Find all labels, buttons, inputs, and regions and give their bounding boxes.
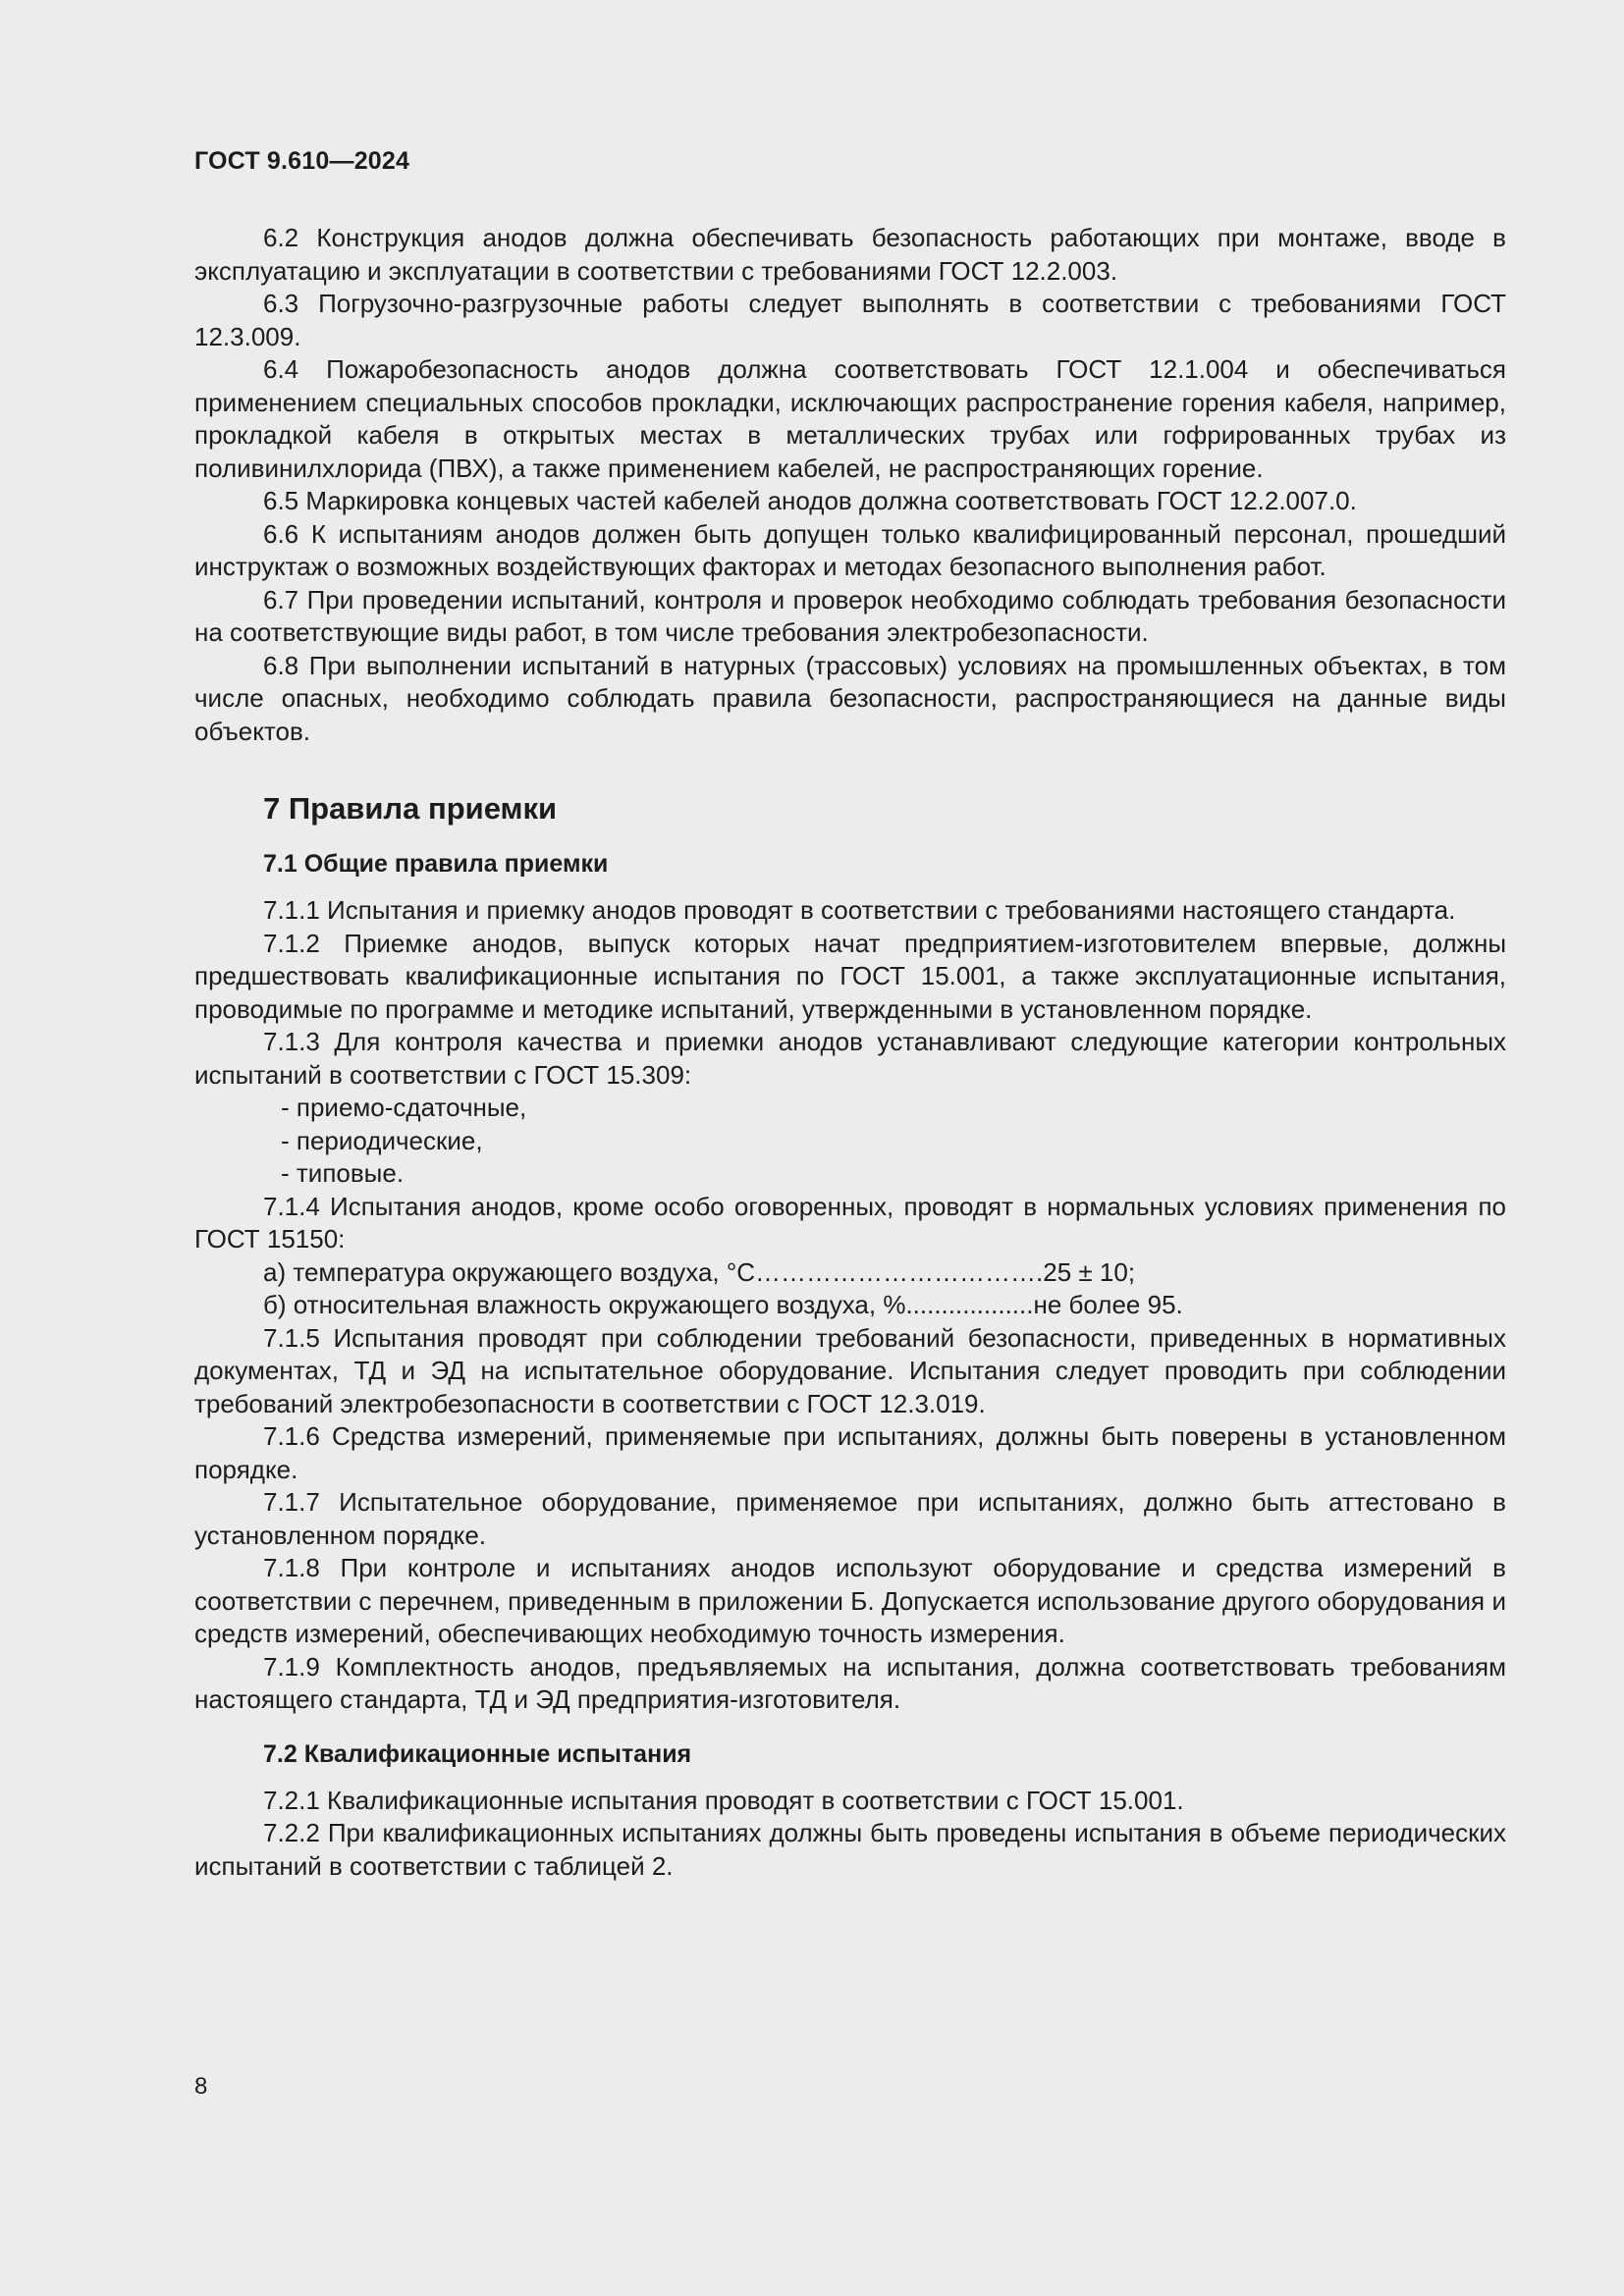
paragraph-7-1-1: 7.1.1 Испытания и приемку анодов проводят в соответствии с требованиями настоящего стандарта. <box>263 895 1456 925</box>
paragraph-6-6: 6.6 К испытаниям анодов должен быть допущен только квалифицированный персонал, прошедший инструктаж о возможных воздействующих факторах и методах безопасного выполнения работ. <box>194 518 1506 581</box>
condition-humidity: б) относительная влажность окружающего воздуха, %..................не более 95. <box>263 1290 1183 1319</box>
paragraph-7-1-4: 7.1.4 Испытания анодов, кроме особо оговоренных, проводят в нормальных условиях применения по ГОСТ 15150: <box>194 1191 1506 1254</box>
paragraph-6-5: 6.5 Маркировка концевых частей кабелей анодов должна соответствовать ГОСТ 12.2.007.0. <box>263 486 1357 515</box>
document-body <box>194 222 1506 1883</box>
paragraph-6-2: 6.2 Конструкция анодов должна обеспечивать безопасность работающих при монтаже, вводе в эксплуатацию и эксплуатации в соответствии с требованиями ГОСТ 12.2.003. <box>194 223 1506 286</box>
list-item: - периодические, <box>281 1125 483 1155</box>
paragraph-7-1-7: 7.1.7 Испытательное оборудование, применяемое при испытаниях, должно быть аттестовано в установленном порядке. <box>194 1487 1506 1550</box>
paragraph-7-2-1: 7.2.1 Квалификационные испытания проводят в соответствии с ГОСТ 15.001. <box>263 1785 1184 1815</box>
paragraph-7-1-3: 7.1.3 Для контроля качества и приемки анодов устанавливают следующие категории контрольных испытаний в соответствии с ГОСТ 15.309: <box>194 1027 1506 1090</box>
paragraph-7-1-8: 7.1.8 При контроле и испытаниях анодов используют оборудование и средства измерений в соответствии с перечнем, приведенным в приложении Б. Допускается использование другого оборудования и средств измерений, обеспечивающих необходимую точность измерения. <box>194 1553 1506 1648</box>
paragraph-6-4: 6.4 Пожаробезопасность анодов должна соответствовать ГОСТ 12.1.004 и обеспечиваться применением специальных способов прокладки, исключающих распространение горения кабеля, например, прокладкой кабеля в открытых местах в металлических трубах или гофрированных трубах из поливинилхлорида (ПВХ), а также применением кабелей, не распространяющих горение. <box>194 354 1506 483</box>
paragraph-7-1-9: 7.1.9 Комплектность анодов, предъявляемых на испытания, должна соответствовать требованиям настоящего стандарта, ТД и ЭД предприятия-изготовителя. <box>194 1651 1506 1714</box>
condition-temperature: а) температура окружающего воздуха, °С…………………………….25 ± 10; <box>263 1256 1136 1287</box>
document-header: ГОСТ 9.610—2024 <box>194 147 410 175</box>
paragraph-7-1-2: 7.1.2 Приемке анодов, выпуск которых начат предприятием-изготовителем впервые, должны предшествовать квалификационные испытания по ГОСТ 15.001, а также эксплуатационные испытания, проводимые по программе и методике испытаний, утвержденными в установленном порядке. <box>194 928 1506 1024</box>
list-item: - приемо-сдаточные, <box>281 1093 527 1122</box>
list-item: - типовые. <box>281 1158 405 1188</box>
paragraph-6-7: 6.7 При проведении испытаний, контроля и проверок необходимо соблюдать требования безопасности на соответствующие виды работ, в том числе требования электробезопасности. <box>194 584 1506 647</box>
paragraph-7-1-6: 7.1.6 Средства измерений, применяемые при испытаниях, должны быть поверены в установленном порядке. <box>194 1421 1506 1484</box>
paragraph-7-2-2: 7.2.2 При квалификационных испытаниях должны быть проведены испытания в объеме периодических испытаний в соответствии с таблицей 2. <box>194 1818 1506 1881</box>
page-number: 8 <box>194 2073 208 2100</box>
subsection-7-1-title: 7.1 Общие правила приемки <box>263 850 609 878</box>
section-7-title: 7 Правила приемки <box>263 791 558 826</box>
paragraph-7-1-5: 7.1.5 Испытания проводят при соблюдении требований безопасности, приведенных в нормативных документах, ТД и ЭД на испытательное оборудование. Испытания следует проводить при соблюдении требований электробезопасности в соответствии с ГОСТ 12.3.019. <box>194 1322 1506 1418</box>
paragraph-6-3: 6.3 Погрузочно-разгрузочные работы следует выполнять в соответствии с требованиями ГОСТ 12.3.009. <box>194 289 1506 351</box>
subsection-7-2-title: 7.2 Квалификационные испытания <box>263 1739 692 1768</box>
paragraph-6-8: 6.8 При выполнении испытаний в натурных (трассовых) условиях на промышленных объектах, в том числе опасных, необходимо соблюдать правила безопасности, распространяющиеся на данные виды объектов. <box>194 650 1506 746</box>
